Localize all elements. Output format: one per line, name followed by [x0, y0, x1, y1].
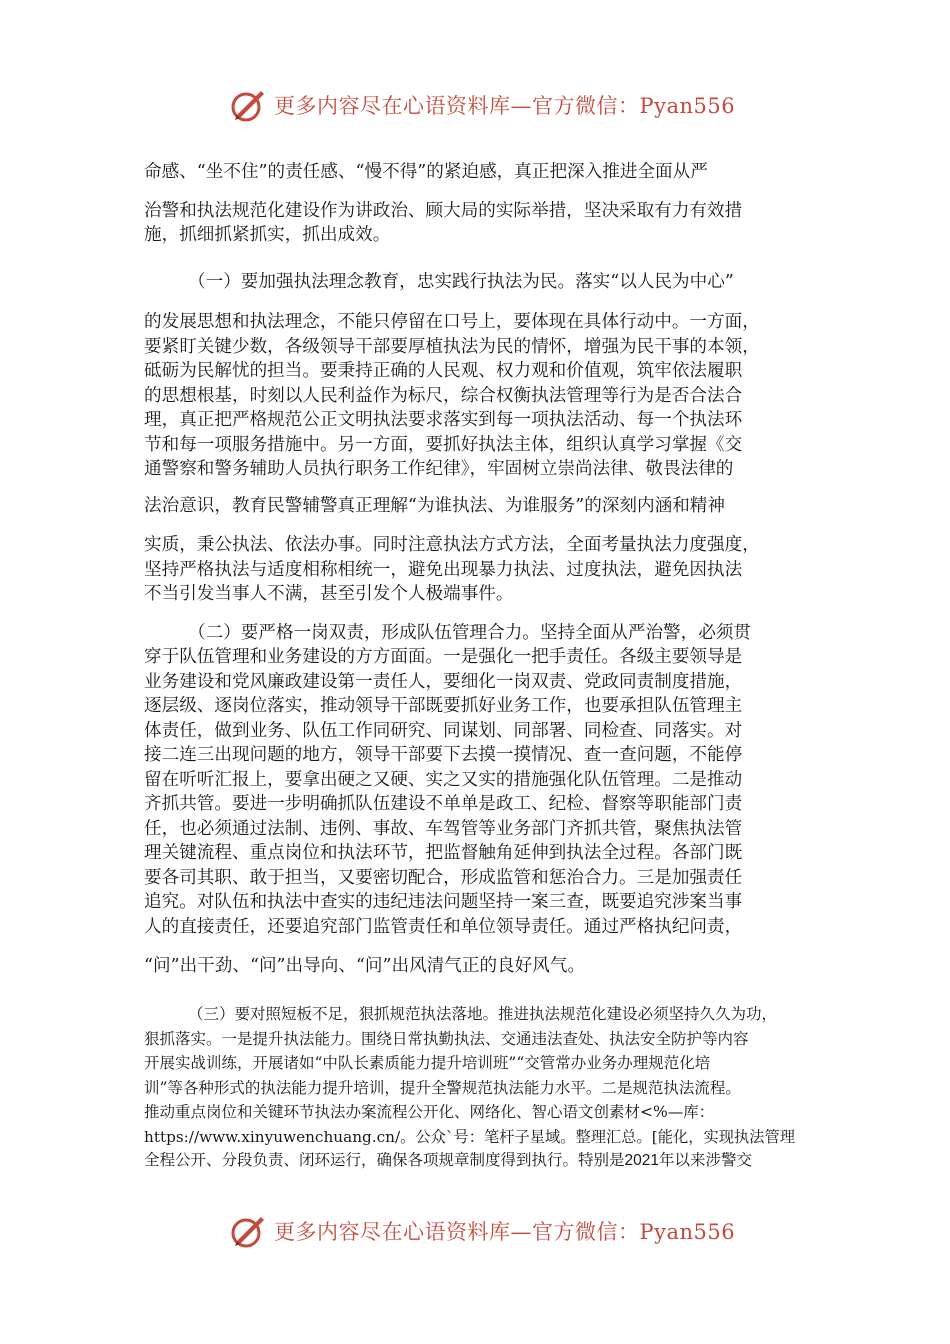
text-line: “问”出干劲、“问”出导向、“问”出风清气正的良好风气。 [144, 956, 586, 976]
text-line: 逐层级、逐岗位落实，推动领导干部既要抓好业务工作，也要承担队伍管理主 [144, 696, 743, 716]
text-line: 通警察和警务辅助人员执行职务工作纪律》，牢固树立崇尚法律、敬畏法律的 [144, 459, 734, 479]
text-line: 穿于队伍管理和业务建设的方方面面。一是强化一把手责任。各级主要领导是 [144, 647, 743, 667]
text-line: 留在听听汇报上，要拿出硬之又硬、实之又实的措施强化队伍管理。二是推动 [144, 770, 743, 790]
text-line: （三）要对照短板不足，狠抓规范执法落地。推进执法规范化建设必须坚持久久为功， [188, 1005, 778, 1023]
text-line: 狠抓落实。一是提升执法能力。围绕日常执勤执法、交通违法查处、执法安全防护等内容 [144, 1030, 749, 1048]
text-line: 业务建设和党风廉政建设第一责任人，要细化一岗双责、党政同责制度措施， [144, 672, 743, 692]
text-line: 要紧盯关键少数，各级领导干部要厚植执法为民的情怀，增强为民干事的本领， [144, 337, 760, 357]
text-line: 齐抓共管。要进一步明确抓队伍建设不单单是政工、纪检、督察等职能部门责 [144, 794, 743, 814]
text-line: 全程公开、分段负责、闭环运行，确保各项规章制度得到执行。特别是2021年以来涉警交 [144, 1152, 752, 1169]
footer-watermark [228, 1211, 736, 1251]
text-line: 的发展思想和执法理念，不能只停留在口号上，要体现在具体行动中。一方面， [144, 312, 760, 332]
text-line: 节和每一项服务措施中。另一方面，要抓好执法主体，组织认真学习掌握《交 [144, 435, 743, 455]
text-line: 人的直接责任，还要追究部门监管责任和单位领导责任。通过严格执纪问责， [144, 917, 743, 937]
text-line: 治警和执法规范化建设作为讲政治、顾大局的实际举措，坚决采取有力有效措 [144, 201, 743, 221]
text-line: 不当引发当事人不满，甚至引发个人极端事件。 [144, 584, 514, 604]
header-watermark [228, 85, 736, 125]
header-watermark-text: 更多内容尽在心语资料库—官方微信：Pyan556 [274, 94, 736, 118]
text-line: 砥砺为民解忧的担当。要秉持正确的人民观、权力观和价值观，筑牢依法履职 [144, 361, 743, 381]
text-line: https://www.xinyuwenchuang.cn/。公众`号：笔杆子星域。整理汇总。[能化，实现执法管理 [144, 1128, 795, 1146]
text-line: 施，抓细抓紧抓实，抓出成效。 [144, 225, 391, 245]
text-line: （二）要严格一岗双责，形成队伍管理合力。坚持全面从严治警，必须贯 [188, 623, 752, 643]
text-line: 坚持严格执法与适度相称相统一，避免出现暴力执法、过度执法，避免因执法 [144, 560, 743, 580]
text-line: 法治意识，教育民警辅警真正理解“为谁执法、为谁服务”的深刻内涵和精神 [144, 496, 725, 516]
text-line: 命感、“坐不住”的责任感、“慢不得”的紧迫感，真正把深入推进全面从严 [144, 162, 708, 182]
text-line: 的思想根基，时刻以人民利益作为标尺，综合权衡执法管理等行为是否合法合 [144, 386, 743, 406]
text-line: 推动重点岗位和关键环节执法办案流程公开化、网络化、智心语文创素材<%—库： [144, 1103, 715, 1121]
footer-watermark-text: 更多内容尽在心语资料库—官方微信：Pyan556 [274, 1220, 736, 1244]
text-line: 理，真正把严格规范公正文明执法要求落实到每一项执法活动、每一个执法环 [144, 410, 743, 430]
text-line: 实质，秉公执法、依法办事。同时注意执法方式方法，全面考量执法力度强度， [144, 535, 760, 555]
text-line: 任，也必须通过法制、违例、事故、车驾管等业务部门齐抓共管，聚焦执法管 [144, 819, 743, 839]
text-line: 理关键流程、重点岗位和执法环节，把监督触角延伸到执法全过程。各部门既 [144, 843, 743, 863]
pen-logo-icon [228, 1211, 268, 1251]
text-line: 接二连三出现问题的地方，领导干部要下去摸一摸情况、查一查问题，不能停 [144, 745, 743, 765]
text-line: 要各司其职、敢于担当，又要密切配合，形成监管和惩治合力。三是加强责任 [144, 868, 743, 888]
text-line: 开展实战训练，开展诸如“中队长素质能力提升培训班”“交管常办业务办理规范化培 [144, 1054, 711, 1072]
text-line: 体责任，做到业务、队伍工作同研究、同谋划、同部署、同检查、同落实。对 [144, 721, 743, 741]
text-line: 训”等各种形式的执法能力提升培训，提升全警规范执法能力水平。二是规范执法流程。 [144, 1079, 741, 1097]
text-line: （一）要加强执法理念教育，忠实践行执法为民。落实“以人民为中心” [188, 272, 734, 292]
pen-logo-icon [228, 85, 268, 125]
text-line: 追究。对队伍和执法中查实的违纪违法问题坚持一案三查，既要追究涉案当事 [144, 892, 743, 912]
